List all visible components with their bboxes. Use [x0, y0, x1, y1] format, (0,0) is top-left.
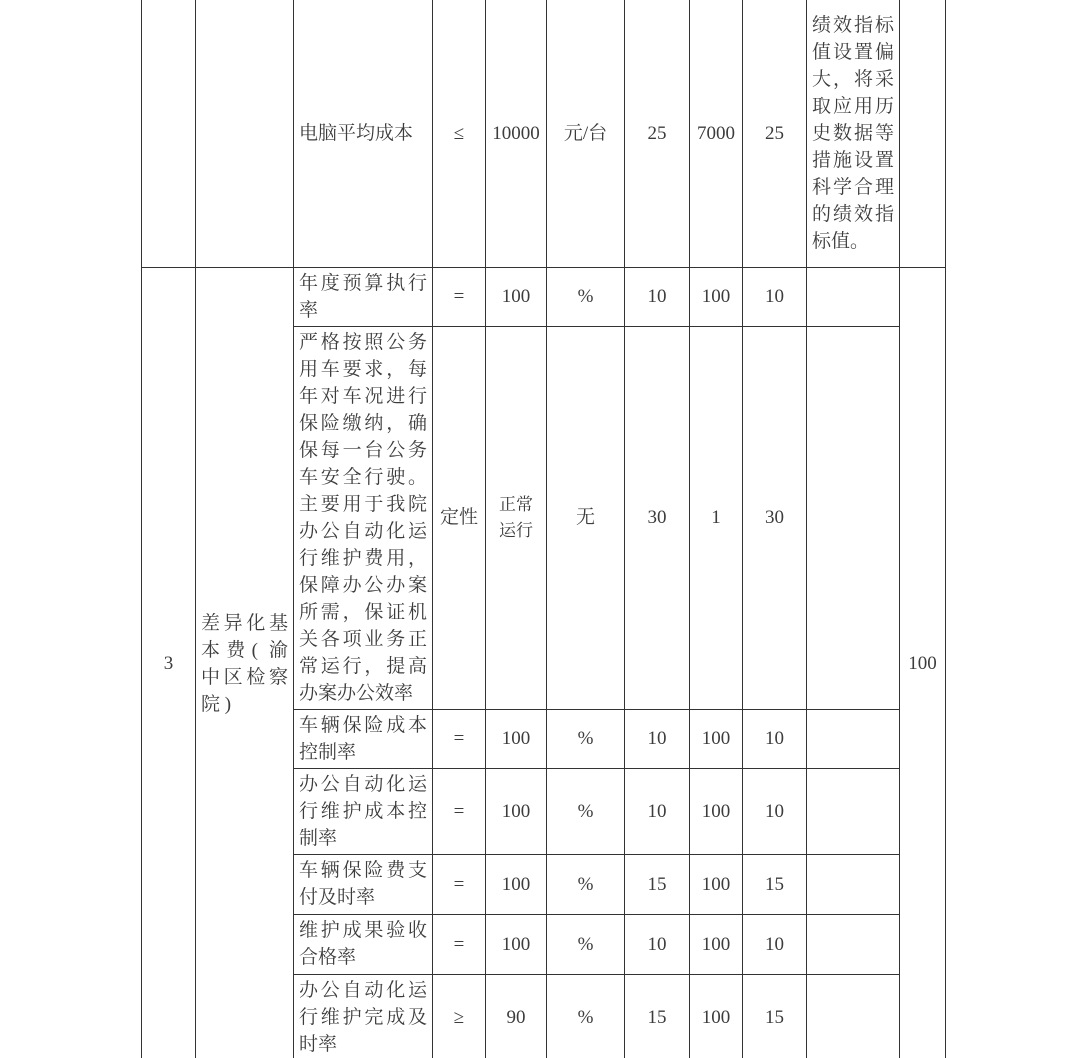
cell-indicator: 办公自动化运行维护成本控制率 — [294, 768, 433, 854]
performance-indicator-table — [141, 0, 946, 1058]
cell-actual-value: 7000 — [690, 0, 743, 267]
cell-note — [807, 267, 900, 326]
cell-category: 差异化基本费( 渝中区检察院 ) — [196, 267, 294, 1058]
cell-score: 10 — [743, 267, 807, 326]
cell-note — [807, 768, 900, 854]
cell-weight: 15 — [625, 854, 690, 914]
cell-unit: % — [547, 914, 625, 974]
cell-weight: 10 — [625, 709, 690, 768]
cell-direction: = — [433, 914, 486, 974]
cell-score: 10 — [743, 709, 807, 768]
cell-weight: 10 — [625, 768, 690, 854]
cell-unit: 无 — [547, 326, 625, 709]
cell-indicator: 车辆保险成本控制率 — [294, 709, 433, 768]
cell-actual-value: 100 — [690, 267, 743, 326]
cell-weight: 10 — [625, 914, 690, 974]
cell-indicator: 严格按照公务用车要求，每年对车况进行保险缴纳，确保每一台公务车安全行驶。主要用于我院办公自动化运行维护费用，保障办公办案所需，保证机关各项业务正常运行，提高办案办公效率 — [294, 326, 433, 709]
cell-total-score: 100 — [900, 267, 946, 1058]
cell-score: 10 — [743, 768, 807, 854]
cell-direction: = — [433, 854, 486, 914]
cell-direction: = — [433, 768, 486, 854]
cell-unit: % — [547, 709, 625, 768]
cell-actual-value: 100 — [690, 768, 743, 854]
table-row — [142, 0, 946, 267]
cell-score: 25 — [743, 0, 807, 267]
cell-weight: 10 — [625, 267, 690, 326]
cell-target-value: 100 — [486, 709, 547, 768]
cell-direction: 定性 — [433, 326, 486, 709]
table-row — [142, 267, 946, 326]
cell-target-value: 100 — [486, 914, 547, 974]
cell-unit: 元/台 — [547, 0, 625, 267]
cell-score: 10 — [743, 914, 807, 974]
cell-actual-value: 100 — [690, 854, 743, 914]
cell-indicator: 电脑平均成本 — [294, 0, 433, 267]
cell-target-value: 100 — [486, 267, 547, 326]
cell-target-value: 正常运行 — [486, 326, 547, 709]
cell-weight: 25 — [625, 0, 690, 267]
cell-target-value: 100 — [486, 768, 547, 854]
cell-direction: ≥ — [433, 974, 486, 1058]
cell-target-value: 100 — [486, 854, 547, 914]
cell-note: 绩效指标值设置偏大，将采取应用历史数据等措施设置科学合理的绩效指标值。 — [807, 0, 900, 267]
cell-direction: ≤ — [433, 0, 486, 267]
cell-direction: = — [433, 709, 486, 768]
cell-score: 15 — [743, 974, 807, 1058]
cell-serial: 3 — [142, 267, 196, 1058]
cell-note — [807, 974, 900, 1058]
cell-total-score — [900, 0, 946, 267]
cell-category — [196, 0, 294, 267]
cell-target-value: 10000 — [486, 0, 547, 267]
cell-note — [807, 914, 900, 974]
cell-unit: % — [547, 267, 625, 326]
cell-weight: 15 — [625, 974, 690, 1058]
cell-indicator: 办公自动化运行维护完成及时率 — [294, 974, 433, 1058]
cell-indicator: 维护成果验收合格率 — [294, 914, 433, 974]
cell-actual-value: 100 — [690, 709, 743, 768]
cell-target-value: 90 — [486, 974, 547, 1058]
cell-unit: % — [547, 854, 625, 914]
cell-indicator: 车辆保险费支付及时率 — [294, 854, 433, 914]
cell-note — [807, 709, 900, 768]
cell-actual-value: 100 — [690, 974, 743, 1058]
cell-unit: % — [547, 768, 625, 854]
cell-unit: % — [547, 974, 625, 1058]
cell-note — [807, 854, 900, 914]
cell-score: 30 — [743, 326, 807, 709]
cell-weight: 30 — [625, 326, 690, 709]
cell-serial — [142, 0, 196, 267]
cell-actual-value: 1 — [690, 326, 743, 709]
cell-score: 15 — [743, 854, 807, 914]
cell-direction: = — [433, 267, 486, 326]
cell-note — [807, 326, 900, 709]
cell-actual-value: 100 — [690, 914, 743, 974]
cell-indicator: 年度预算执行率 — [294, 267, 433, 326]
